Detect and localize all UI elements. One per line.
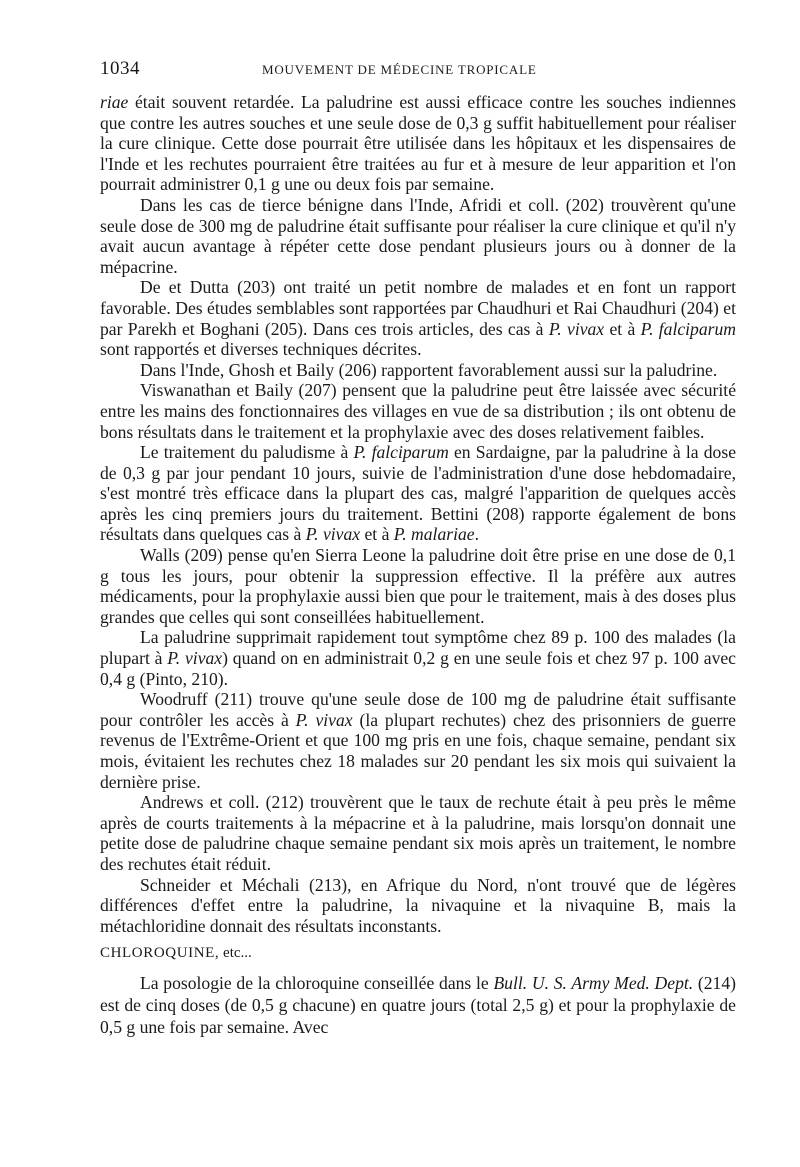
text-run: Schneider et Méchali (213), en Afrique du Nord, n'ont trouvé que de légères différences d'effet entre la paludrine, la nivaquine et la nivaquine B, mais la métachloridine donnait des résultats inconstants.	[100, 874, 736, 936]
section-heading-main: CHLOROQUINE,	[100, 945, 220, 962]
text-run: La paludrine supprimait rapidement tout symptôme chez 89 p. 100 des malades (la plupart à	[100, 627, 736, 669]
text-run: De et Dutta (203) ont traité un petit nombre de malades et en font un rapport favorable. Des études semblables sont rapportées par Chaudhuri et Rai Chaudhuri (204) et par Parekh et Boghani (205). Dans ces trois articles, des cas à	[100, 277, 736, 339]
italic-run: P. vivax	[167, 648, 223, 669]
italic-run: Bull. U. S. Army Med. Dept.	[493, 973, 694, 994]
text-run: sont rapportés et diverses techniques décrites.	[100, 339, 422, 360]
text-run: Andrews et coll. (212) trouvèrent que le taux de rechute était à peu près le même après de courts traitements à la mépacrine et à la paludrine, mais lorsqu'on donnait une petite dose de paludrine chaque semaine pendant six mois après un traitement, le nombre des rechutes était réduit.	[100, 792, 736, 874]
italic-run: P. falciparum	[640, 318, 737, 339]
text-run: (214) est de cinq doses (de 0,5 g chacune) en quatre jours (total 2,5 g) et pour la prophylaxie de 0,5 g une fois par semaine. Avec	[100, 973, 736, 1038]
paragraph	[100, 545, 736, 627]
text-run: La posologie de la chloroquine conseillée dans le	[140, 973, 494, 994]
paragraph	[100, 360, 736, 381]
text-run: était souvent retardée. La paludrine est aussi efficace contre les souches indiennes que contre les autres souches et une seule dose de 0,3 g suffit habituellement pour réaliser la cure clinique. Cette dose pourrait être utilisée dans les hôpitaux et les dispensaires de l'Inde et les rechutes pourraient être traitées au fur et à mesure de leur apparition et l'on pourrait administrer 0,1 g une ou deux fois par semaine.	[100, 92, 736, 195]
final-paragraph	[100, 972, 736, 1038]
text-run: Dans les cas de tierce bénigne dans l'Inde, Afridi et coll. (202) trouvèrent qu'une seule dose de 300 mg de paludrine était suffisante pour réaliser la cure clinique et qu'il n'y avait aucun avantage à répéter cette dose pendant plusieurs jours ou à donner de la mépacrine.	[100, 194, 736, 277]
paragraph	[100, 875, 736, 937]
body-text	[100, 92, 736, 936]
italic-run: P. vivax	[548, 318, 605, 339]
italic-run: P. vivax	[295, 709, 353, 730]
page-header	[100, 58, 736, 86]
paragraph	[100, 792, 736, 874]
paragraph	[100, 195, 736, 277]
paragraph	[100, 689, 736, 792]
text-run: en Sardaigne, par la paludrine à la dose de 0,3 g par jour pendant 10 jours, suivie de l'administration d'une dose hebdomadaire, s'est montré très efficace dans la plupart des cas, malgré l'apparition de quelques accès après les cinq premiers jours du traitement. Bettini (208) rapporte également de bons résultats dans quelques cas à	[100, 442, 736, 545]
italic-run: P. falciparum	[353, 442, 449, 463]
text-run: et à	[360, 524, 394, 545]
running-title: MOUVEMENT DE MÉDECINE TROPICALE	[262, 62, 537, 77]
text-run: Le traitement du paludisme à	[140, 442, 354, 463]
page-number: 1034	[100, 58, 140, 79]
paragraph	[100, 627, 736, 689]
paragraph	[100, 442, 736, 545]
document-page	[100, 58, 736, 1038]
italic-run: riae	[100, 92, 129, 112]
text-run: et à	[604, 318, 641, 339]
text-run: Walls (209) pense qu'en Sierra Leone la paludrine doit être prise en une dose de 0,1 g tous les jours, pour obtenir la suppression effective. Il la préfère aux autres médicaments, pour la prophylaxie aussi bien que pour le traitement, mais à des doses plus grandes que celles qui sont conseillées habituellement.	[100, 545, 736, 627]
italic-run: P. malariae	[393, 524, 475, 545]
italic-run: P. vivax	[305, 524, 361, 545]
text-run: Dans l'Inde, Ghosh et Baily (206) rapportent favorablement aussi sur la paludrine.	[140, 359, 718, 380]
text-run: Viswanathan et Baily (207) pensent que la paludrine peut être laissée avec sécurité entre les mains des fonctionnaires des villages en vue de sa distribution ; ils ont obtenu de bons résultats dans le traitement et la prophylaxie avec des doses relativement faibles.	[100, 380, 736, 442]
text-run: .	[474, 524, 479, 545]
paragraph	[100, 380, 736, 442]
paragraph	[100, 277, 736, 359]
text-run: Woodruff (211) trouve qu'une seule dose de 100 mg de paludrine était suffisante pour contrôler les accès à	[100, 689, 736, 730]
section-heading	[100, 945, 736, 962]
text-run: ) quand on en administrait 0,2 g en une seule fois et chez 97 p. 100 avec 0,4 g (Pinto, 210).	[100, 648, 736, 689]
paragraph	[100, 92, 736, 195]
section-heading-etc: etc...	[219, 945, 252, 962]
text-run: (la plupart rechutes) chez des prisonniers de guerre revenus de l'Extrême-Orient et que 100 mg pris en une fois, chaque semaine, pendant six mois, évitaient les rechutes chez 18 malades sur 20 pendant les six mois qui suivaient la dernière prise.	[100, 709, 736, 792]
